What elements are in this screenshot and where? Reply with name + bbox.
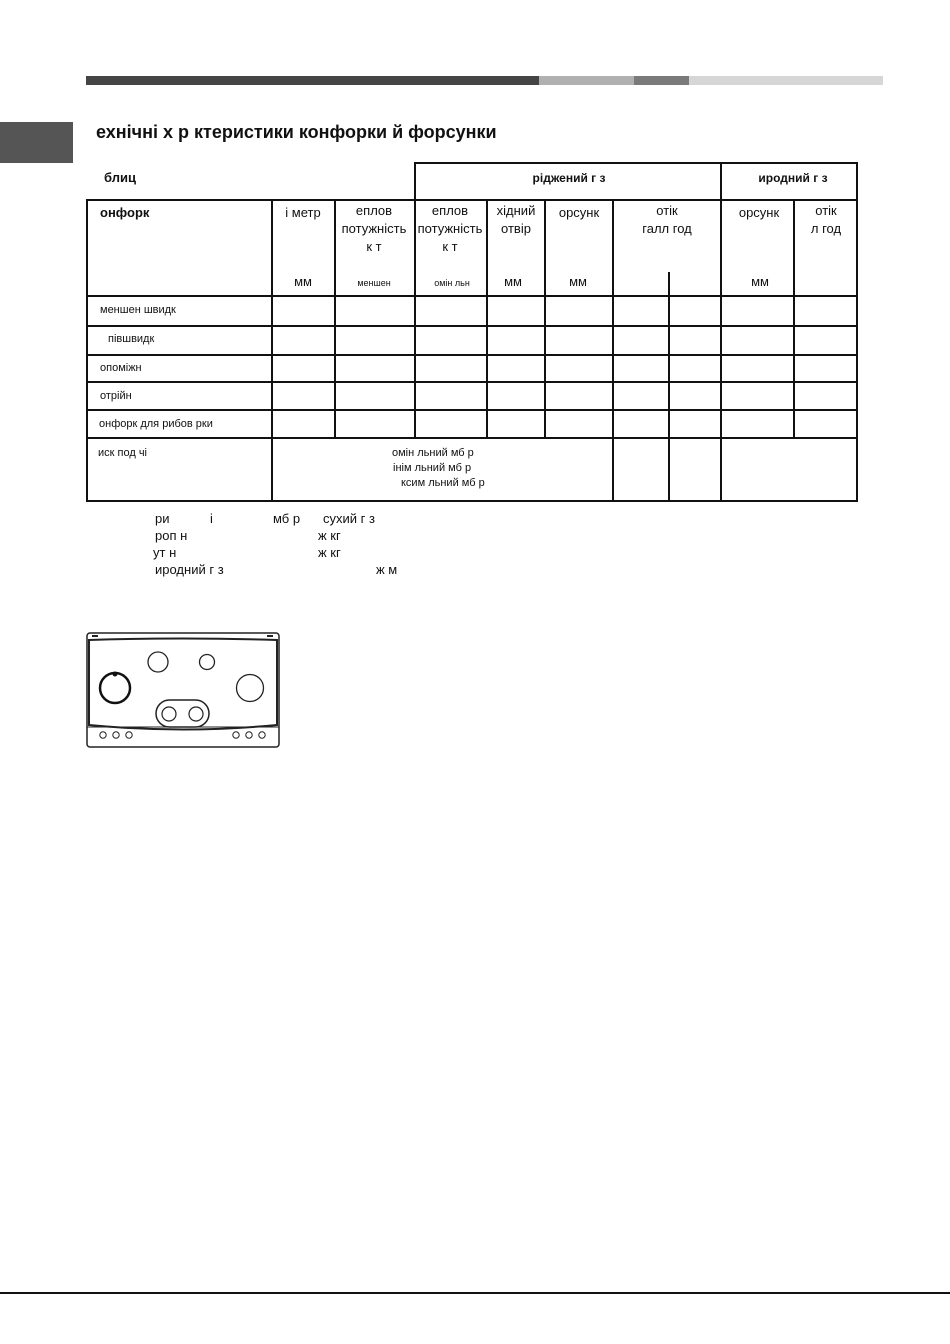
bypass-header: хідний отвір <box>496 203 536 236</box>
note-text: роп н <box>155 528 188 543</box>
note-text: ри <box>155 511 170 526</box>
diameter-header: і метр <box>285 205 321 220</box>
pressure-maximal: ксим льний мб р <box>401 477 485 489</box>
note-text: ж кг <box>318 545 341 560</box>
heat-power-nominal-sub: омін льн <box>434 278 470 288</box>
gas-notes <box>0 508 950 583</box>
note-text: сухий г з <box>323 511 375 526</box>
diameter-unit: мм <box>294 274 312 289</box>
row-label: опоміжн <box>100 362 142 374</box>
fish-burner <box>156 700 209 727</box>
side-tab-marker <box>0 122 73 163</box>
specs-table <box>86 162 858 502</box>
note-text: мб р <box>273 511 301 526</box>
bypass-unit: мм <box>504 274 522 289</box>
page-title: ехнічні х р ктеристики конфорки й форсунки <box>96 122 497 142</box>
pressure-nominal: омін льний мб р <box>392 447 474 459</box>
note-text: ж м <box>376 562 398 577</box>
nozzle-lpg-header: орсунк <box>558 205 600 220</box>
heat-power-nominal-header: еплов потужність к т <box>417 203 483 254</box>
heat-power-reduced-sub: меншен <box>357 278 391 288</box>
flow-natural-header: отік л год <box>810 203 842 236</box>
row-label: отрійн <box>100 390 132 402</box>
lpg-group-header: ріджений г з <box>532 171 606 185</box>
blits-label: блиц <box>104 170 136 185</box>
row-label: півшвидк <box>108 333 155 345</box>
burner-large <box>100 673 130 703</box>
nozzle-natural-unit: мм <box>751 274 769 289</box>
natural-gas-group-header: иродний г з <box>758 171 828 185</box>
flow-lpg-header: отік галл год <box>642 203 692 236</box>
burner-medium <box>148 652 168 672</box>
pressure-minimal: інім льний мб р <box>393 462 472 474</box>
pressure-label: иск под чі <box>98 447 147 459</box>
note-text: ж кг <box>318 528 341 543</box>
note-text: і <box>210 511 213 526</box>
nozzle-natural-header: орсунк <box>738 205 780 220</box>
nozzle-lpg-unit: мм <box>569 274 587 289</box>
burner-column-header: онфорк <box>100 205 150 220</box>
row-label: меншен швидк <box>100 304 176 316</box>
note-text: ут н <box>153 545 177 560</box>
hob-diagram <box>86 630 281 750</box>
heat-power-reduced-header: еплов потужність к т <box>341 203 407 254</box>
burner-right <box>237 675 264 702</box>
row-label: онфорк для рибов рки <box>99 418 213 430</box>
bottom-rule <box>0 1292 950 1294</box>
top-color-bar <box>86 76 883 85</box>
burner-small <box>200 655 215 670</box>
note-text: иродний г з <box>155 562 224 577</box>
